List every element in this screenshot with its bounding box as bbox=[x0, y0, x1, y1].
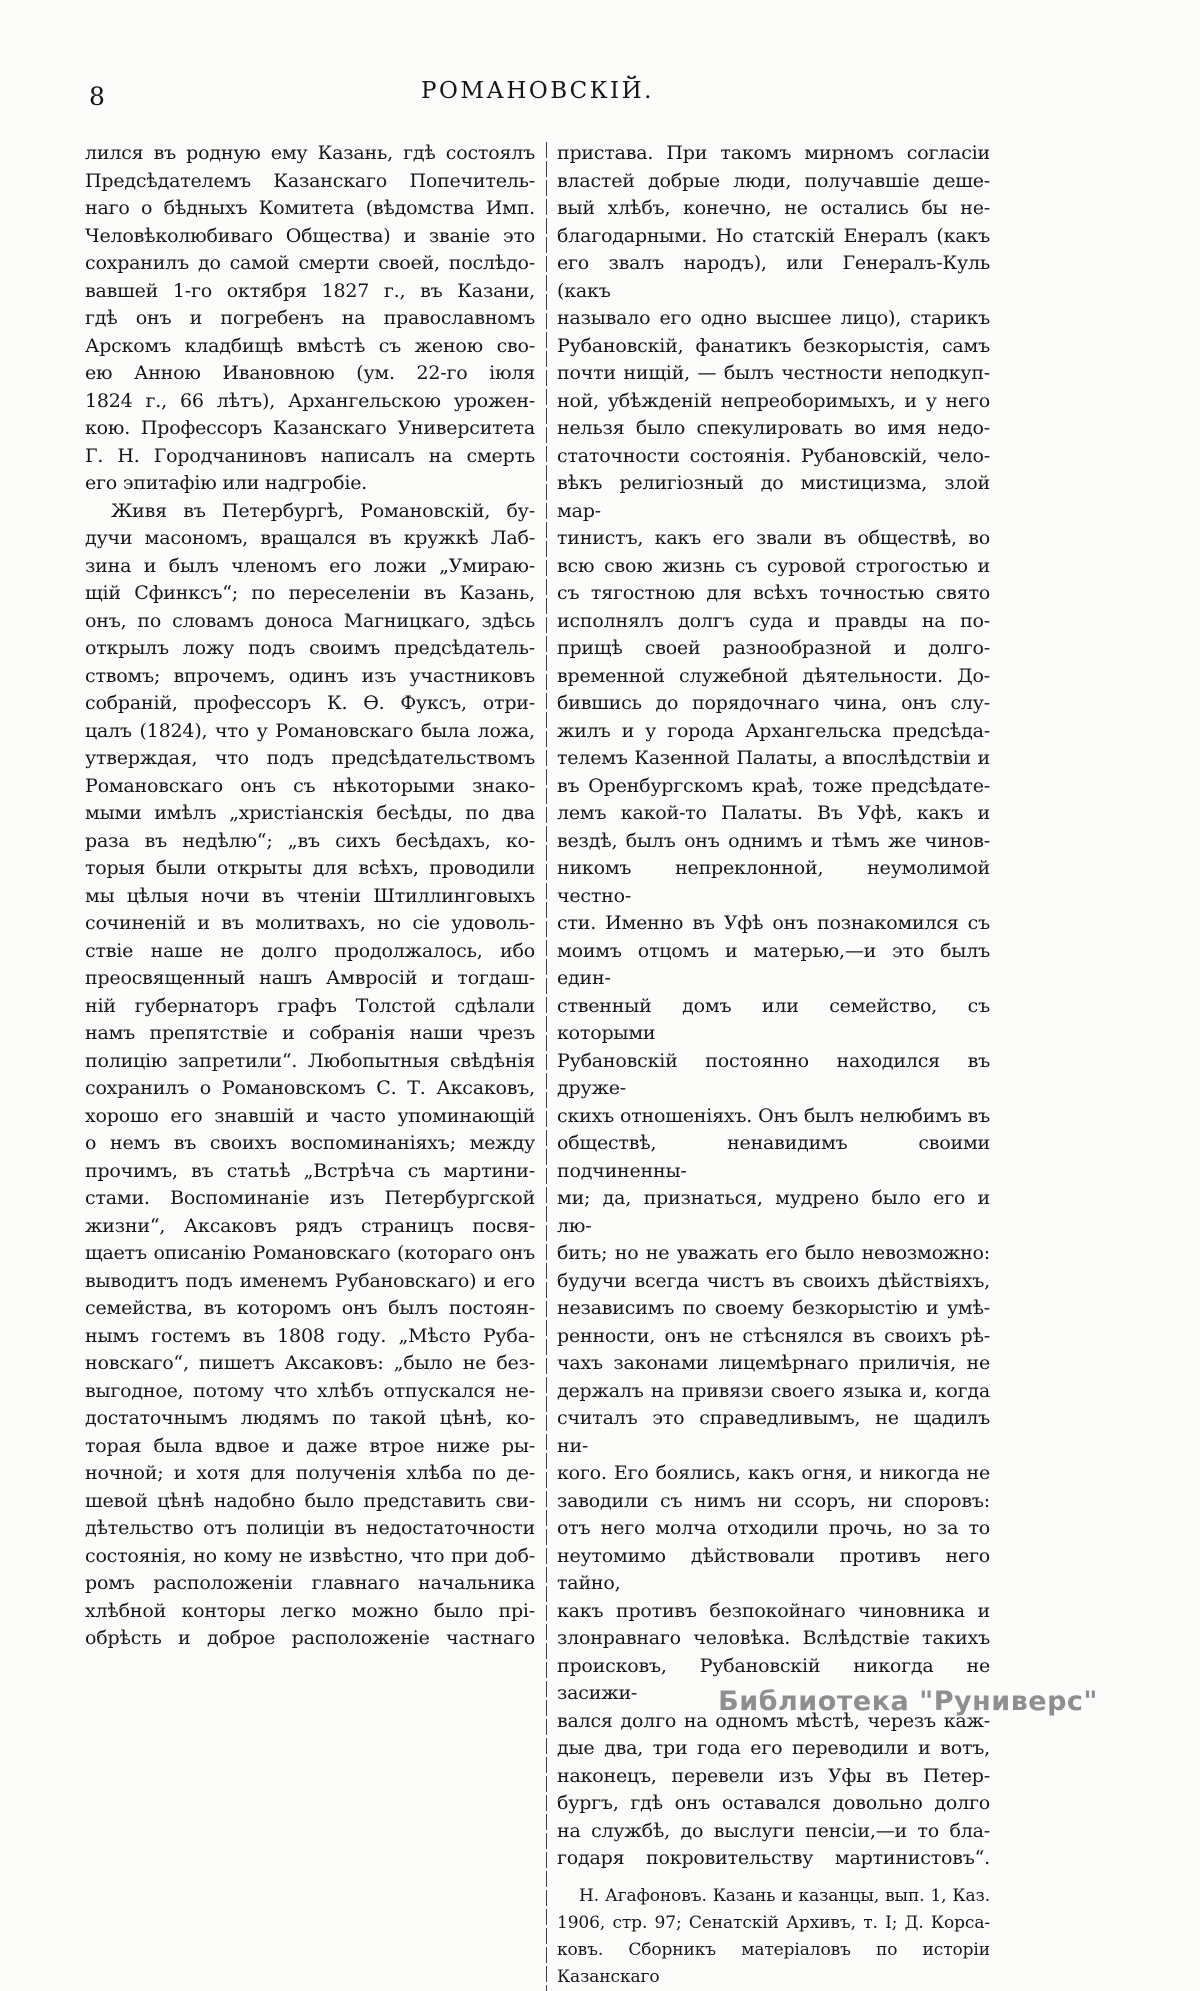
text-line: намъ препятствіе и собранія наши чрезъ bbox=[85, 1022, 535, 1044]
footnote-line: ковъ. Сборникъ матеріаловъ по исторіи Казанскаго bbox=[557, 1939, 990, 1987]
paragraph bbox=[557, 140, 990, 1873]
text-line: выгодное, потому что хлѣбъ отпускался не- bbox=[85, 1379, 535, 1402]
page-header bbox=[85, 78, 990, 118]
text-line: Рубановскій постоянно находился въ друже- bbox=[557, 1049, 990, 1099]
text-line: заводили съ нимъ ни ссоръ, ни споровъ: bbox=[557, 1489, 990, 1512]
text-line: полицію запретили“. Любопытныя свѣдѣнія bbox=[85, 1049, 535, 1072]
text-line: почти нищій, — былъ честности неподкуп- bbox=[557, 362, 990, 384]
footnote-line: Н. Агафоновъ. Казань и казанцы, вып. 1, Каз. bbox=[579, 1885, 990, 1906]
text-line: сти. Именно въ Уфѣ онъ познакомился съ bbox=[557, 912, 990, 934]
text-line: торая была вдвое и даже втрое ниже ры- bbox=[85, 1434, 535, 1457]
text-line: въ Оренбургскомъ краѣ, тоже предсѣдате- bbox=[557, 774, 990, 797]
column-left bbox=[85, 140, 535, 1991]
text-line: выводитъ подъ именемъ Рубановскаго) и его bbox=[85, 1269, 535, 1292]
text-line: ею Анною Ивановною (ум. 22-го іюля bbox=[85, 362, 535, 384]
text-line: тинистъ, какъ его звали въ обществѣ, во bbox=[557, 527, 990, 549]
text-line: временной служебной дѣятельности. До- bbox=[557, 664, 990, 687]
text-line: мы цѣлыя ночи въ чтеніи Штиллинговыхъ bbox=[85, 884, 535, 907]
text-line: нымъ гостемъ въ 1808 году. „Мѣсто Руба- bbox=[85, 1324, 535, 1347]
text-line: Г. Н. Городчаниновъ написалъ на смерть bbox=[85, 444, 535, 467]
text-line: преосвященный нашъ Амвросій и тогдаш- bbox=[85, 967, 535, 989]
text-line: злонравнаго человѣка. Вслѣдствіе такихъ bbox=[557, 1627, 990, 1649]
text-line: прищѣ своей разнообразной и долго- bbox=[557, 637, 990, 659]
text-line: исполнялъ долгъ суда и правды на по- bbox=[557, 609, 990, 632]
text-line: бить; но не уважать его было невозможно: bbox=[557, 1242, 990, 1264]
text-line: нельзя было спекулировать во имя недо- bbox=[557, 417, 990, 439]
text-line: вездѣ, былъ онъ однимъ и тѣмъ же чинов- bbox=[557, 829, 990, 852]
library-watermark: Библиотека "Руниверс" bbox=[718, 1686, 1098, 1717]
text-line: происковъ, Рубановскій никогда не засижи- bbox=[557, 1654, 990, 1704]
text-line: отъ него молча отходили прочь, но за то bbox=[557, 1517, 990, 1539]
text-line: жилъ и у города Архангельска предсѣда- bbox=[557, 719, 990, 742]
page-number: 8 bbox=[89, 82, 105, 111]
text-line: Человѣколюбиваго Общества) и званіе это bbox=[85, 224, 535, 247]
text-line: кого. Его боялись, какъ огня, и никогда не bbox=[557, 1462, 990, 1484]
text-line: щаетъ описанію Романовскаго (котораго онъ bbox=[85, 1242, 535, 1264]
text-line: открылъ ложу подъ своимъ предсѣдатель- bbox=[85, 637, 535, 659]
text-line: ми; да, признаться, мудрено было его и лю- bbox=[557, 1187, 990, 1237]
text-line: Рубановскій, фанатикъ безкорыстія, самъ bbox=[557, 334, 990, 357]
text-line: какъ противъ безпокойнаго чиновника и bbox=[557, 1599, 990, 1622]
text-line: дучи масономъ, вращался въ кружкѣ Лаб- bbox=[85, 527, 535, 549]
column-divider bbox=[546, 142, 547, 1991]
text-line: телемъ Казенной Палаты, а впослѣдствіи и bbox=[557, 747, 990, 769]
text-line: наго о бѣдныхъ Комитета (вѣдомства Имп. bbox=[85, 197, 535, 219]
text-line: сочиненій и въ молитвахъ, но сіе удоволь- bbox=[85, 912, 535, 934]
text-line: ственный домъ или семейство, съ которыми bbox=[557, 994, 990, 1044]
text-line: съ тягостною для всѣхъ точностью свято bbox=[557, 582, 990, 604]
text-line: обществѣ, ненавидимъ своими подчиненны- bbox=[557, 1132, 990, 1182]
text-line: благодарными. Но статскій Енералъ (какъ bbox=[557, 224, 990, 247]
footnote bbox=[557, 1883, 990, 1991]
text-line: считалъ это справедливымъ, не щадилъ ни- bbox=[557, 1407, 990, 1457]
text-line: бургъ, гдѣ онъ оставался довольно долго bbox=[557, 1792, 990, 1814]
text-line: состоянія, но кому не извѣстно, что при доб- bbox=[85, 1544, 535, 1567]
text-line: его эпитафію или надгробіе. bbox=[85, 472, 368, 494]
text-line: жизни“, Аксаковъ рядъ страницъ посвя- bbox=[85, 1214, 535, 1237]
text-line: Предсѣдателемъ Казанскаго Попечитель- bbox=[85, 169, 535, 192]
text-line: чахъ законами лицемѣрнаго приличія, не bbox=[557, 1352, 990, 1374]
text-line: независимъ по своему безкорыстію и умѣ- bbox=[557, 1297, 990, 1319]
text-line: на службѣ, до выслуги пенсіи,—и то бла- bbox=[557, 1819, 990, 1842]
text-line: онъ, по словамъ доноса Магницкаго, здѣсь bbox=[85, 609, 535, 632]
text-line: дые два, три года его переводили и вотъ, bbox=[557, 1737, 990, 1759]
text-line: обрѣсть и доброе расположеніе частнаго bbox=[85, 1627, 535, 1649]
text-line: дѣтельство отъ полиціи въ недостаточности bbox=[85, 1517, 535, 1539]
text-line: семейства, въ которомъ онъ былъ постоян- bbox=[85, 1297, 535, 1319]
text-line: торыя были открыты для всѣхъ, проводили bbox=[85, 857, 535, 879]
text-line: статочности состоянія. Рубановскій, чело- bbox=[557, 444, 990, 467]
paragraph bbox=[85, 140, 535, 498]
text-line: ствіе наше не долго продолжалось, ибо bbox=[85, 939, 535, 962]
footnote-line: 1906, стр. 97; Сенатскій Архивъ, т. І; Д. Корса- bbox=[557, 1912, 990, 1933]
text-line: о немъ въ своихъ воспоминаніяхъ; между bbox=[85, 1132, 535, 1154]
text-line: сохранилъ до самой смерти своей, послѣдо- bbox=[85, 252, 535, 274]
text-line: ночной; и хотя для полученія хлѣба по де- bbox=[85, 1462, 535, 1484]
text-line: прочимъ, въ статьѣ „Встрѣча съ мартини- bbox=[85, 1159, 535, 1182]
text-line: 1824 г., 66 лѣтъ), Архангельскою урожен- bbox=[85, 389, 535, 412]
text-line: хлѣбной конторы легко можно было прі- bbox=[85, 1599, 535, 1622]
text-line: бившись до порядочнаго чина, онъ слу- bbox=[557, 692, 990, 714]
text-line: кою. Профессоръ Казанскаго Университета bbox=[85, 417, 535, 439]
text-line: стами. Воспоминаніе изъ Петербургской bbox=[85, 1187, 535, 1209]
text-line: пристава. При такомъ мирномъ согласіи bbox=[557, 142, 990, 164]
text-line: ной, убѣжденій непреоборимыхъ, и у него bbox=[557, 389, 990, 412]
text-line: вался долго на одномъ мѣстѣ, черезъ каж- bbox=[557, 1709, 990, 1732]
text-line: ній губернаторъ графъ Толстой сдѣлали bbox=[85, 994, 535, 1017]
text-line: раза въ недѣлю“; „въ сихъ бесѣдахъ, ко- bbox=[85, 829, 535, 852]
text-line: ствомъ; впрочемъ, одинъ изъ участниковъ bbox=[85, 664, 535, 687]
paragraph bbox=[85, 498, 535, 1653]
text-line: никомъ непреклонной, неумолимой честно- bbox=[557, 857, 990, 907]
text-line: годаря покровительству мартинистовъ“. bbox=[557, 1847, 990, 1869]
text-line: его звалъ народъ), или Генералъ-Куль (какъ bbox=[557, 252, 990, 302]
text-line: цалъ (1824), что у Романовскаго была ложа, bbox=[85, 719, 535, 742]
text-line: моимъ отцомъ и матерью,—и это былъ един- bbox=[557, 939, 990, 989]
text-line: властей добрые люди, получавшіе деше- bbox=[557, 169, 990, 192]
text-line: гдѣ онъ и погребенъ на православномъ bbox=[85, 307, 535, 329]
text-line: Живя въ Петербургѣ, Романовскій, бу- bbox=[111, 499, 535, 522]
text-line: собраній, профессоръ К. Ѳ. Фуксъ, отри- bbox=[85, 692, 535, 714]
text-line: Романовскаго онъ съ нѣкоторыми знако- bbox=[85, 774, 535, 797]
text-line: хорошо его знавшій и часто упоминающій bbox=[85, 1104, 535, 1127]
text-line: лемъ какой-то Палаты. Въ Уфѣ, какъ и bbox=[557, 802, 990, 824]
text-line: скихъ отношеніяхъ. Онъ былъ нелюбимъ въ bbox=[557, 1104, 990, 1127]
text-line: мыми имѣлъ „христіанскія бесѣды, по два bbox=[85, 802, 535, 824]
text-line: называло его одно высшее лицо), старикъ bbox=[557, 307, 990, 329]
text-line: неутомимо дѣйствовали противъ него тайно, bbox=[557, 1544, 990, 1594]
text-line: шевой цѣнѣ надобно было представить сви- bbox=[85, 1489, 535, 1512]
text-line: сохранилъ о Романовскомъ С. Т. Аксаковъ, bbox=[85, 1077, 535, 1099]
text-line: новскаго“, пишетъ Аксаковъ: „было не без- bbox=[85, 1352, 535, 1374]
text-line: вый хлѣбъ, конечно, не остались бы не- bbox=[557, 197, 990, 219]
text-line: зина и былъ членомъ его ложи „Умираю- bbox=[85, 554, 535, 577]
text-line: достаточнымъ людямъ по такой цѣнѣ, ко- bbox=[85, 1407, 535, 1429]
text-line: вѣкъ религіозный до мистицизма, злой мар- bbox=[557, 472, 990, 522]
text-line: ренности, онъ не стѣснялся въ своихъ рѣ- bbox=[557, 1324, 990, 1347]
text-line: держалъ на привязи своего языка и, когда bbox=[557, 1379, 990, 1402]
text-line: Арскомъ кладбищѣ вмѣстѣ съ женою сво- bbox=[85, 334, 535, 357]
text-line: ромъ расположеніи главнаго начальника bbox=[85, 1572, 535, 1594]
running-title: РОМАНОВСКІЙ. bbox=[421, 78, 654, 104]
text-line: вавшей 1-го октября 1827 г., въ Казани, bbox=[85, 279, 535, 302]
text-line: лился въ родную ему Казань, гдѣ состоялъ bbox=[85, 142, 535, 164]
text-line: щій Сфинксъ“; по переселеніи въ Казань, bbox=[85, 582, 535, 604]
text-line: утверждая, что подъ предсѣдательствомъ bbox=[85, 747, 535, 769]
text-line: будучи всегда чистъ въ своихъ дѣйствіяхъ, bbox=[557, 1269, 990, 1292]
text-line: всю свою жизнь съ суровой строгостью и bbox=[557, 554, 990, 577]
text-line: наконецъ, перевели изъ Уфы въ Петер- bbox=[557, 1764, 990, 1787]
